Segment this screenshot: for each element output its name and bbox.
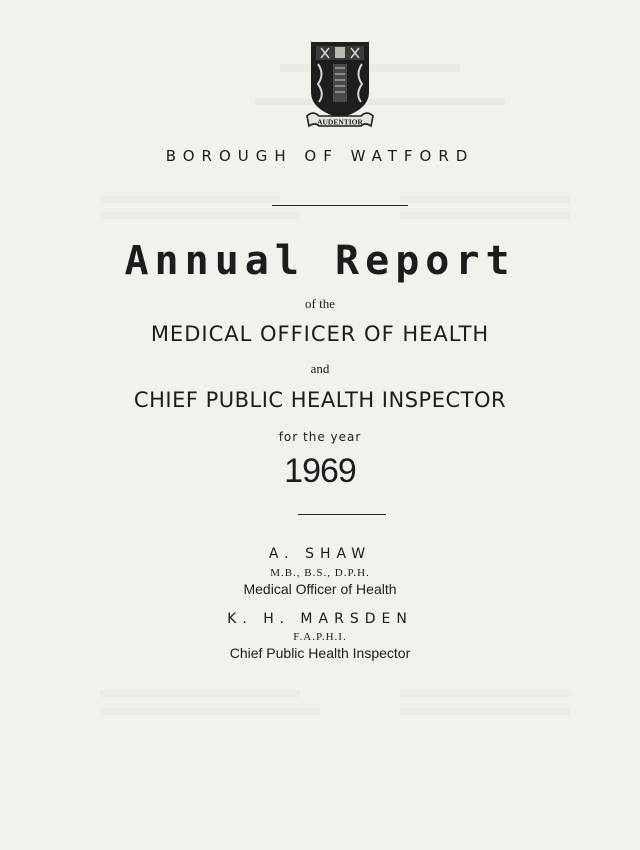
signatory-name: A. SHAW xyxy=(268,546,372,562)
chief-inspector-title: CHIEF PUBLIC HEALTH INSPECTOR xyxy=(133,388,507,412)
borough-crest-icon xyxy=(305,40,375,132)
crest-motto: AUDENTIOR xyxy=(317,117,363,127)
page-title: Annual Report xyxy=(124,238,516,284)
borough-name: BOROUGH OF WATFORD xyxy=(165,147,475,165)
medical-officer-title: MEDICAL OFFICER OF HEALTH xyxy=(150,322,490,346)
of-the-text: of the xyxy=(305,296,335,311)
divider xyxy=(298,514,386,515)
signatory-qualifications: F.A.P.H.I. xyxy=(293,631,347,643)
and-text: and xyxy=(310,361,330,376)
divider xyxy=(272,205,408,206)
signatory-name: K. H. MARSDEN xyxy=(227,611,413,627)
for-the-year-text: for the year xyxy=(278,430,362,444)
report-year: 1969 xyxy=(284,452,356,490)
signatory-role: Medical Officer of Health xyxy=(243,581,397,597)
signatory-role: Chief Public Health Inspector xyxy=(229,645,411,661)
signatory-qualifications: M.B., B.S., D.P.H. xyxy=(270,567,370,579)
